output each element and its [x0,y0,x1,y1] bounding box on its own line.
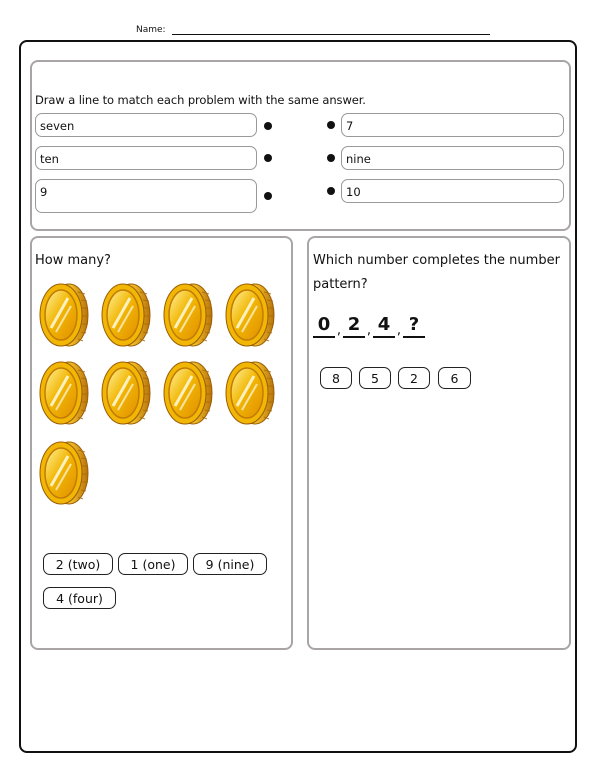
count-option[interactable]: 4 (four) [43,587,116,609]
match-right-item: nine [341,146,564,170]
pattern-term: 2 [343,314,365,338]
match-left-dot[interactable] [264,192,272,200]
pattern-term: 4 [373,314,395,338]
gold-coin-icon [100,282,152,348]
match-left-item: seven [35,113,257,137]
match-right-dot[interactable] [327,121,335,129]
match-right-item: 10 [341,179,564,203]
count-option[interactable]: 1 (one) [118,553,188,575]
gold-coin-icon [38,282,90,348]
match-left-item: ten [35,146,257,170]
matching-instruction: Draw a line to match each problem with the same answer. [35,93,366,107]
pattern-option[interactable]: 2 [398,367,430,389]
pattern-option[interactable]: 8 [320,367,352,389]
pattern-separator: , [336,323,342,338]
match-right-dot[interactable] [327,154,335,162]
gold-coin-icon [224,282,276,348]
gold-coin-icon [38,360,90,426]
pattern-question-line1: Which number completes the number [313,253,560,268]
gold-coin-icon [224,360,276,426]
pattern-question-line2: pattern? [313,277,368,292]
match-left-dot[interactable] [264,122,272,130]
pattern-separator: , [366,323,372,338]
pattern-option[interactable]: 5 [359,367,391,389]
gold-coin-icon [100,360,152,426]
match-left-item: 9 [35,179,257,213]
count-option[interactable]: 2 (two) [43,553,113,575]
number-pattern [313,314,425,338]
pattern-panel [307,236,571,650]
pattern-option[interactable]: 6 [438,367,471,389]
count-option[interactable]: 9 (nine) [193,553,267,575]
match-right-dot[interactable] [327,187,335,195]
match-right-item: 7 [341,113,564,137]
pattern-term: 0 [313,314,335,338]
gold-coin-icon [38,440,90,506]
gold-coin-icon [162,282,214,348]
counting-question: How many? [35,253,111,268]
pattern-missing-term: ? [403,314,425,338]
name-label: Name: [136,25,166,35]
pattern-separator: , [396,323,402,338]
match-left-dot[interactable] [264,154,272,162]
name-field [136,24,490,35]
gold-coin-icon [162,360,214,426]
name-line[interactable] [172,24,490,35]
